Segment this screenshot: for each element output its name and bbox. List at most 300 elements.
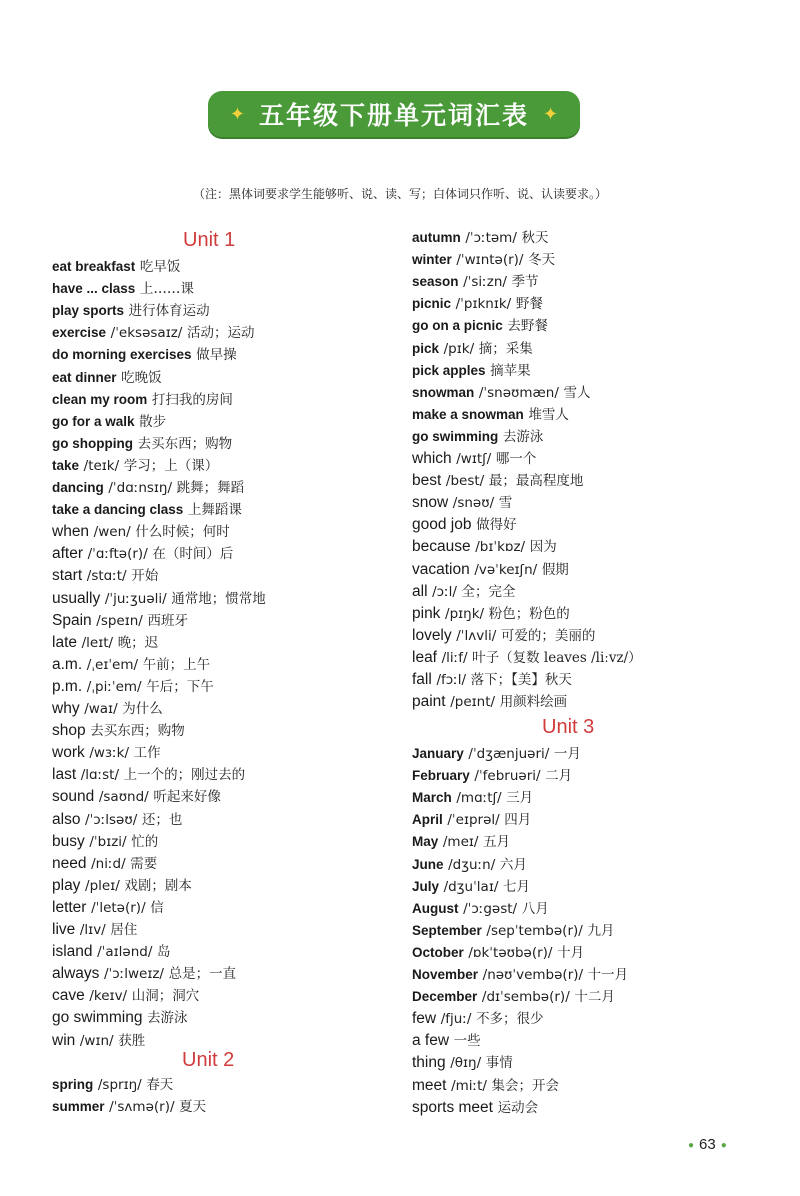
vocab-ipa: /wɜːk/ xyxy=(89,745,130,762)
vocab-meaning: 散步 xyxy=(139,413,167,430)
vocab-meaning: 去游泳 xyxy=(502,428,544,445)
vocab-entry xyxy=(52,390,233,410)
vocab-entry xyxy=(412,427,543,447)
vocab-ipa: /ˌeɪˈem/ xyxy=(86,656,139,673)
vocab-word: few xyxy=(412,1010,437,1028)
vocab-entry xyxy=(52,345,237,365)
vocab-ipa: /waɪ/ xyxy=(84,701,118,717)
vocab-word: take a dancing class xyxy=(52,502,184,518)
vocab-meaning: 午后；下午 xyxy=(146,678,214,695)
vocab-word: pink xyxy=(412,604,441,622)
vocab-ipa: /ˈeksəsaɪz/ xyxy=(110,325,183,342)
vocab-entry xyxy=(412,449,536,469)
vocab-word: picnic xyxy=(412,296,452,312)
vocab-word: work xyxy=(52,744,85,762)
vocab-ipa: /ˈbɪzi/ xyxy=(89,833,127,850)
vocab-entry xyxy=(52,986,199,1006)
vocab-entry xyxy=(412,471,583,491)
vocab-meaning: 做早操 xyxy=(196,347,237,364)
vocab-ipa: /leɪt/ xyxy=(81,634,114,651)
vocab-meaning: 堆雪人 xyxy=(528,406,569,423)
vocab-meaning: 忙的 xyxy=(131,833,159,850)
vocab-word: a.m. xyxy=(52,655,83,673)
vocab-entry xyxy=(52,412,166,432)
dot-icon: ● xyxy=(720,1139,727,1151)
vocab-word: go on a picnic xyxy=(412,318,503,334)
vocab-word: dancing xyxy=(52,480,104,495)
vocab-entry xyxy=(412,1098,538,1118)
vocab-ipa: /bɪˈkɒz/ xyxy=(475,539,526,556)
vocab-word: best xyxy=(412,472,442,490)
vocab-word: have ... class xyxy=(52,281,136,297)
vocab-ipa: /ˌpiːˈem/ xyxy=(86,678,142,695)
vocab-ipa: /meɪ/ xyxy=(442,834,479,851)
vocab-meaning: 摘；采集 xyxy=(478,340,533,357)
vocab-meaning: 上一个的；刚过去的 xyxy=(123,767,246,784)
vocab-meaning: 戏剧；剧本 xyxy=(124,877,192,894)
vocab-ipa: /ˈfebruəri/ xyxy=(474,768,541,785)
vocab-meaning: 开始 xyxy=(131,568,159,585)
vocab-word: autumn xyxy=(412,230,461,245)
vocab-meaning: 事情 xyxy=(485,1055,513,1072)
vocab-word: always xyxy=(52,965,100,983)
vocab-entry xyxy=(52,876,192,896)
vocab-word: shop xyxy=(52,722,86,740)
vocab-word: April xyxy=(412,812,443,828)
vocab-word: sports meet xyxy=(412,1098,493,1116)
vocab-word: do morning exercises xyxy=(52,347,192,363)
vocab-entry xyxy=(412,877,530,897)
vocab-meaning: 十一月 xyxy=(587,967,629,983)
vocab-meaning: 去野餐 xyxy=(507,318,548,335)
vocab-entry xyxy=(412,899,549,919)
vocab-ipa: /peɪnt/ xyxy=(450,694,496,711)
vocab-ipa: /miːt/ xyxy=(451,1077,487,1094)
vocab-entry xyxy=(52,677,214,697)
vocab-ipa: /lɪv/ xyxy=(79,922,106,938)
vocab-word: June xyxy=(412,856,444,872)
vocab-meaning: 什么时候；何时 xyxy=(135,524,230,541)
vocab-word: live xyxy=(52,921,76,938)
vocab-meaning: 落下；【美】秋天 xyxy=(470,672,572,688)
vocab-meaning: 吃早饭 xyxy=(139,259,181,275)
vocab-entry xyxy=(412,855,527,875)
vocab-meaning: 山洞；洞穴 xyxy=(131,988,200,1005)
vocab-ipa: /ˈsʌmə(r)/ xyxy=(109,1099,175,1115)
vocab-entry xyxy=(412,670,572,690)
vocab-word: fall xyxy=(412,671,432,688)
vocab-ipa: /ˈdʒænjuəri/ xyxy=(468,746,550,762)
vocab-meaning: 做得好 xyxy=(476,517,517,534)
vocab-entry xyxy=(412,692,567,712)
vocab-word: Spain xyxy=(52,611,92,629)
vocab-entry xyxy=(52,721,185,741)
vocab-entry xyxy=(52,611,188,631)
vocab-entry xyxy=(52,1075,173,1095)
dot-icon: ● xyxy=(688,1139,695,1151)
vocab-meaning: 不多；很少 xyxy=(476,1011,544,1028)
vocab-entry xyxy=(52,743,161,763)
vocab-entry xyxy=(52,964,236,984)
vocab-meaning: 十二月 xyxy=(574,989,615,1006)
vocab-meaning: 摘苹果 xyxy=(490,362,531,379)
vocab-entry xyxy=(52,544,233,564)
vocab-word: p.m. xyxy=(52,677,83,695)
vocab-entry xyxy=(52,434,232,454)
vocab-entry xyxy=(52,942,171,962)
vocab-ipa: /pleɪ/ xyxy=(85,877,120,894)
vocab-entry xyxy=(412,383,591,403)
vocab-ipa: /wɪtʃ/ xyxy=(456,451,492,467)
vocab-word: win xyxy=(52,1031,76,1049)
vocab-ipa: /nəʊˈvembə(r)/ xyxy=(482,967,584,983)
vocab-word: a few xyxy=(412,1032,450,1050)
vocab-entry xyxy=(52,787,221,807)
vocab-entry xyxy=(52,301,210,321)
vocab-word: pick apples xyxy=(412,362,486,378)
vocab-entry xyxy=(412,361,531,381)
vocab-word: play xyxy=(52,876,81,894)
vocab-meaning: 上舞蹈课 xyxy=(187,502,242,519)
vocab-entry xyxy=(52,810,182,830)
vocab-ipa: /ˈdɑːnsɪŋ/ xyxy=(108,480,173,496)
vocab-word: August xyxy=(412,900,459,916)
vocab-meaning: 春天 xyxy=(146,1077,174,1093)
vocab-word: need xyxy=(52,854,87,872)
vocab-meaning: 在（时间）后 xyxy=(152,546,234,563)
vocab-meaning: 西班牙 xyxy=(147,612,188,629)
vocab-entry xyxy=(412,943,584,963)
vocab-word: November xyxy=(412,967,479,982)
vocab-ipa: /ˈlʌvli/ xyxy=(456,627,497,644)
vocab-meaning: 一月 xyxy=(553,746,581,762)
vocab-word: busy xyxy=(52,832,85,850)
vocab-word: which xyxy=(412,450,452,467)
vocab-word: when xyxy=(52,523,90,541)
vocab-meaning: 全；完全 xyxy=(461,583,516,600)
vocab-meaning: 进行体育运动 xyxy=(128,303,210,320)
vocab-entry xyxy=(412,339,533,359)
vocab-word: go swimming xyxy=(52,1009,143,1027)
vocab-entry xyxy=(412,766,572,786)
vocab-word: go for a walk xyxy=(52,413,135,429)
unit-heading: Unit 2 xyxy=(182,1049,235,1071)
vocab-word: sound xyxy=(52,788,95,806)
star-icon: ✦ xyxy=(543,103,559,125)
vocab-word: go shopping xyxy=(52,435,133,451)
vocab-meaning: 获胜 xyxy=(118,1032,146,1049)
vocab-meaning: 吃晚饭 xyxy=(121,369,162,386)
vocab-word: leaf xyxy=(412,648,437,666)
vocab-word: pick xyxy=(412,340,440,356)
vocab-entry xyxy=(412,788,533,808)
vocab-entry xyxy=(52,522,230,542)
vocab-ipa: /sprɪŋ/ xyxy=(97,1077,142,1093)
vocab-word: play sports xyxy=(52,303,125,319)
vocab-meaning: 八月 xyxy=(521,900,549,917)
vocab-meaning: 九月 xyxy=(587,922,615,939)
vocab-entry xyxy=(412,294,543,314)
vocab-ipa: /mɑːtʃ/ xyxy=(456,790,502,807)
vocab-entry xyxy=(412,1031,481,1051)
vocab-entry xyxy=(52,478,244,498)
vocab-meaning: 叶子（复数 leaves /liːvz/） xyxy=(472,649,642,666)
vocab-ipa: /ˈɔːlweɪz/ xyxy=(104,966,164,983)
vocab-meaning: 用颜料绘画 xyxy=(499,694,568,711)
page-title: 五年级下册单元词汇表 xyxy=(258,101,529,130)
vocab-word: spring xyxy=(52,1077,94,1092)
vocab-meaning: 假期 xyxy=(541,561,569,578)
vocab-ipa: /snəʊ/ xyxy=(452,495,495,512)
vocab-word: late xyxy=(52,633,77,651)
vocab-ipa: /vəˈkeɪʃn/ xyxy=(474,561,538,578)
vocab-ipa: /saʊnd/ xyxy=(98,789,149,806)
vocab-entry xyxy=(52,456,218,476)
page-number xyxy=(683,1136,732,1153)
vocab-word: after xyxy=(52,545,84,563)
vocab-ipa: /dɪˈsembə(r)/ xyxy=(481,989,570,1006)
vocab-ipa: /ˈwɪntə(r)/ xyxy=(456,252,524,269)
vocab-meaning: 居住 xyxy=(110,922,138,938)
vocab-entry xyxy=(52,566,158,586)
vocab-word: eat breakfast xyxy=(52,259,136,274)
vocab-meaning: 运动会 xyxy=(497,1099,539,1116)
vocab-entry xyxy=(52,1097,206,1117)
vocab-entry xyxy=(52,832,158,852)
vocab-word: why xyxy=(52,700,80,717)
vocab-meaning: 去游泳 xyxy=(147,1010,188,1027)
vocab-entry xyxy=(52,699,163,719)
vocab-ipa: /lɑːst/ xyxy=(80,767,120,784)
vocab-meaning: 雪 xyxy=(498,495,513,512)
vocab-ipa: /fjuː/ xyxy=(440,1011,472,1028)
vocab-entry xyxy=(52,368,162,388)
unit-heading: Unit 3 xyxy=(542,716,595,738)
vocab-word: exercise xyxy=(52,325,107,341)
vocab-entry xyxy=(52,633,158,653)
vocab-meaning: 去买东西；购物 xyxy=(137,435,233,452)
vocab-entry xyxy=(412,921,614,941)
vocab-word: January xyxy=(412,746,464,761)
vocab-entry xyxy=(412,1053,513,1073)
vocab-entry xyxy=(412,965,628,985)
vocab-word: February xyxy=(412,768,470,784)
vocab-entry xyxy=(412,1009,544,1029)
vocab-entry xyxy=(52,257,180,277)
vocab-entry xyxy=(52,920,137,940)
vocab-meaning: 粉色；粉色的 xyxy=(488,605,570,622)
vocab-word: summer xyxy=(52,1099,105,1114)
vocab-meaning: 七月 xyxy=(503,878,531,895)
vocab-meaning: 因为 xyxy=(529,539,557,556)
vocab-ipa: /ɔːl/ xyxy=(432,583,457,600)
vocab-word: July xyxy=(412,878,440,894)
vocab-word: start xyxy=(52,567,83,585)
vocab-ipa: /dʒuˈlaɪ/ xyxy=(443,878,499,895)
vocab-entry xyxy=(412,493,512,513)
vocab-meaning: 十月 xyxy=(557,944,585,961)
vocab-word: also xyxy=(52,810,81,828)
vocab-entry xyxy=(412,228,549,248)
vocab-word: take xyxy=(52,457,80,473)
vocab-meaning: 季节 xyxy=(511,274,539,291)
vocab-ipa: /ɒkˈtəʊbə(r)/ xyxy=(468,944,553,961)
vocab-meaning: 五月 xyxy=(483,834,511,851)
vocab-word: because xyxy=(412,538,471,556)
vocab-meaning: 野餐 xyxy=(515,296,543,313)
vocab-entry xyxy=(52,1031,145,1051)
vocab-ipa: /niːd/ xyxy=(91,855,126,872)
vocab-meaning: 打扫我的房间 xyxy=(151,391,233,408)
vocab-meaning: 听起来好像 xyxy=(153,789,221,806)
vocab-meaning: 学习；上（课） xyxy=(123,457,219,474)
vocab-ipa: /liːf/ xyxy=(441,649,468,666)
vocab-entry xyxy=(412,987,615,1007)
vocab-entry xyxy=(52,589,266,609)
vocab-meaning: 最；最高程度地 xyxy=(488,473,584,490)
vocab-meaning: 通常地；惯常地 xyxy=(171,590,266,607)
vocab-ipa: /fɔːl/ xyxy=(436,672,467,688)
vocab-meaning: 秋天 xyxy=(521,230,549,246)
vocab-ipa: /ˈjuːʒuəli/ xyxy=(104,590,167,607)
vocab-word: December xyxy=(412,989,478,1005)
vocab-entry xyxy=(412,832,510,852)
vocab-ipa: /dʒuːn/ xyxy=(448,856,496,873)
vocab-entry xyxy=(412,250,555,270)
vocab-word: season xyxy=(412,274,459,290)
vocab-ipa: /ˈeɪprəl/ xyxy=(447,812,500,829)
vocab-meaning: 三月 xyxy=(506,790,534,807)
vocab-entry xyxy=(52,854,157,874)
vocab-entry xyxy=(52,279,194,299)
vocab-entry xyxy=(52,655,210,675)
vocab-ipa: /ˈaɪlənd/ xyxy=(97,944,153,961)
vocab-word: vacation xyxy=(412,560,470,578)
vocab-meaning: 集会；开会 xyxy=(491,1077,560,1094)
vocab-meaning: 六月 xyxy=(499,856,527,873)
vocab-ipa: /ˈsiːzn/ xyxy=(463,274,507,291)
vocab-word: winter xyxy=(412,252,452,268)
vocab-meaning: 总是；一直 xyxy=(168,966,237,983)
vocab-entry xyxy=(52,1008,188,1028)
vocab-ipa: /ˈɑːftə(r)/ xyxy=(87,546,148,563)
vocab-ipa: /ˈɔːlsəʊ/ xyxy=(85,811,138,828)
vocab-word: September xyxy=(412,922,482,938)
vocab-meaning: 一些 xyxy=(453,1033,481,1050)
vocab-entry xyxy=(412,316,548,336)
vocab-entry xyxy=(412,744,581,764)
vocab-word: all xyxy=(412,582,428,600)
vocab-word: good job xyxy=(412,516,472,534)
vocab-word: May xyxy=(412,834,439,850)
vocab-entry xyxy=(412,560,569,580)
vocab-meaning: 信 xyxy=(150,899,164,916)
vocab-entry xyxy=(412,1076,559,1096)
vocab-ipa: /pɪk/ xyxy=(443,340,475,357)
vocab-meaning: 四月 xyxy=(504,812,532,829)
vocab-entry xyxy=(52,898,164,918)
vocab-meaning: 冬天 xyxy=(528,252,556,269)
title-banner xyxy=(208,91,580,137)
vocab-word: snowman xyxy=(412,384,475,400)
vocab-word: make a snowman xyxy=(412,406,524,422)
vocab-ipa: /best/ xyxy=(445,473,485,490)
vocab-meaning: 可爱的；美丽的 xyxy=(500,627,596,644)
vocab-meaning: 跳舞；舞蹈 xyxy=(176,480,245,496)
vocab-entry xyxy=(412,582,516,602)
vocab-entry xyxy=(412,810,531,830)
vocab-word: paint xyxy=(412,693,446,711)
vocab-word: letter xyxy=(52,898,87,916)
vocab-ipa: /stɑːt/ xyxy=(86,568,127,585)
vocab-ipa: /keɪv/ xyxy=(89,988,128,1005)
vocab-entry xyxy=(412,272,539,292)
vocab-meaning: 需要 xyxy=(130,855,158,872)
vocab-entry xyxy=(412,515,517,535)
star-icon: ✦ xyxy=(229,103,245,125)
vocab-ipa: /ˈletə(r)/ xyxy=(91,899,146,916)
page-number-text: 63 xyxy=(699,1136,716,1153)
vocab-ipa: /ˈpɪknɪk/ xyxy=(455,296,512,313)
vocab-word: usually xyxy=(52,589,101,607)
vocab-ipa: /ˈɔːtəm/ xyxy=(465,230,517,246)
vocab-entry xyxy=(412,405,569,425)
vocab-ipa: /θɪŋ/ xyxy=(450,1055,482,1072)
vocab-word: meet xyxy=(412,1076,447,1094)
vocab-meaning: 二月 xyxy=(545,768,573,785)
vocab-ipa: /sepˈtembə(r)/ xyxy=(486,922,583,939)
vocab-word: cave xyxy=(52,987,85,1005)
vocab-meaning: 岛 xyxy=(157,944,171,961)
vocab-meaning: 去买东西；购物 xyxy=(90,723,185,740)
vocab-meaning: 雪人 xyxy=(563,384,591,401)
vocab-meaning: 为什么 xyxy=(122,701,163,717)
instruction-note: （注：黑体词要求学生能够听、说、读、写；白体词只作听、说、认读要求。） xyxy=(192,187,607,201)
unit-heading: Unit 1 xyxy=(183,229,236,251)
vocab-meaning: 夏天 xyxy=(179,1099,207,1115)
vocab-ipa: /ˈsnəʊmæn/ xyxy=(478,384,559,401)
vocab-ipa: /wen/ xyxy=(93,524,131,541)
vocab-meaning: 晚；迟 xyxy=(117,634,159,651)
vocab-ipa: /speɪn/ xyxy=(96,612,143,629)
vocab-meaning: 上……课 xyxy=(139,281,194,298)
vocab-ipa: /teɪk/ xyxy=(83,457,120,474)
vocab-meaning: 工作 xyxy=(133,745,161,762)
vocab-meaning: 午前；上午 xyxy=(142,656,211,673)
vocab-word: go swimming xyxy=(412,428,499,444)
vocab-word: March xyxy=(412,790,452,806)
vocab-ipa: /ˈɔːgəst/ xyxy=(463,900,518,917)
vocab-ipa: /pɪŋk/ xyxy=(445,605,485,622)
vocab-word: October xyxy=(412,944,464,960)
vocab-entry xyxy=(412,537,557,557)
vocab-word: clean my room xyxy=(52,391,148,407)
vocab-entry xyxy=(412,648,642,668)
vocab-word: snow xyxy=(412,494,449,512)
vocab-entry xyxy=(412,604,570,624)
vocab-word: island xyxy=(52,943,93,961)
vocab-word: eat dinner xyxy=(52,369,117,385)
vocab-entry xyxy=(52,323,254,343)
vocab-word: thing xyxy=(412,1054,446,1072)
vocab-entry xyxy=(52,765,245,785)
vocab-meaning: 哪一个 xyxy=(495,451,537,467)
vocab-word: last xyxy=(52,766,77,784)
vocab-entry xyxy=(412,626,595,646)
vocab-entry xyxy=(52,500,242,520)
vocab-meaning: 活动；运动 xyxy=(186,325,255,342)
vocab-meaning: 还；也 xyxy=(141,811,183,828)
